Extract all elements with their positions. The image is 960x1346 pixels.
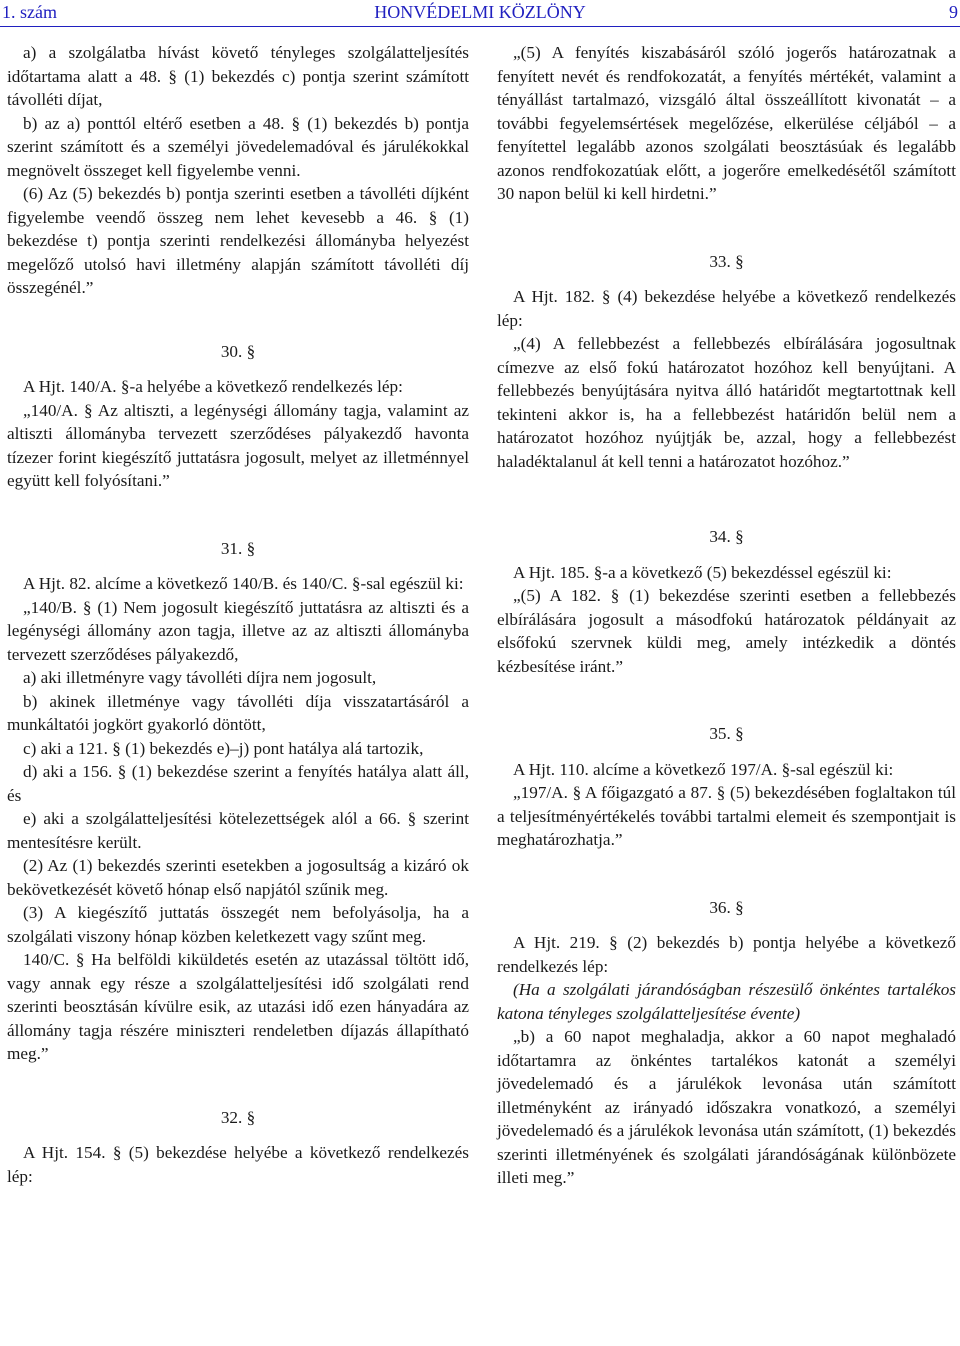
section-heading: 34. §	[709, 527, 744, 546]
paragraph: „140/B. § (1) Nem jogosult kiegészítő juttatásra az altiszti és a legénységi állomány azon tagja, illetve az az altiszti állományba tervezett szerződéses pályakezdő,	[7, 597, 469, 664]
paragraph: b) az a) ponttól eltérő esetben a 48. § (1) bekezdés b) pontja szerint számított és a személyi jövedelemadóval és járulékokkal megnövelt összeget kell figyelembe venni.	[7, 113, 469, 180]
journal-title: HONVÉDELMI KÖZLÖNY	[374, 2, 586, 22]
paragraph: e) aki a szolgálatteljesítési kötelezettségek alól a 66. § szerint mentesítésre került.	[7, 809, 469, 852]
paragraph: d) aki a 156. § (1) bekezdése szerint a fenyítés hatálya alatt áll, és	[7, 762, 469, 805]
italic-context-paragraph: (Ha a szolgálati járandóságban részesülő önkéntes tartalékos katona tényleges szolgálatteljesítése évente)	[497, 980, 956, 1023]
header-rule	[0, 26, 960, 27]
paragraph: b) akinek illetménye vagy távolléti díja visszatartásáról a munkáltatói jogkört gyakorló döntött,	[7, 691, 469, 734]
paragraph: A Hjt. 110. alcíme a következő 197/A. §-sal egészül ki:	[513, 759, 894, 779]
section-heading: 32. §	[220, 1107, 256, 1127]
left-column	[7, 41, 469, 1188]
paragraph: a) aki illetményre vagy távolléti díjra nem jogosult,	[23, 668, 377, 687]
section-heading: 30. §	[220, 341, 256, 361]
right-column	[497, 41, 956, 1190]
paragraph: A Hjt. 182. § (4) bekezdése helyébe a következő rendelkezés lép:	[497, 287, 956, 330]
section-heading: 36. §	[709, 897, 744, 917]
page-header	[0, 0, 960, 26]
paragraph: (3) A kiegészítő juttatás összegét nem befolyásolja, ha a szolgálati viszony hónap közben keletkezett vagy szűnt meg.	[7, 903, 469, 946]
section-heading: 35. §	[709, 724, 744, 743]
paragraph: „b) a 60 napot meghaladja, akkor a 60 napot meghaladó időtartamra az önkéntes tartalékos katonát a személyi jövedelemadó és a járulékok levonása után számított illetményként az irányadó időszakra vonatkozó, a személyi jövedelemadó és a járulékok levonása után számított, (1) bekezdés szerinti illetményének és szolgálati járandóságának különbözete illeti meg.”	[497, 1027, 956, 1187]
paragraph: A Hjt. 185. §-a a következő (5) bekezdéssel egészül ki:	[513, 562, 892, 582]
paragraph: (6) Az (5) bekezdés b) pontja szerinti esetben a távolléti díjként figyelembe veendő összeg nem lehet kevesebb a 46. § (1) bekezdése t) pontja szerinti rendelkezési állományba helyezést megelőző utolsó havi illetmény alapján számított távolléti díj összegénél.”	[7, 184, 469, 297]
paragraph: „(5) A fenyítés kiszabásáról szóló jogerős határozatnak a fenyített nevét és rendfokozatát, a fenyítés mértékét, valamint a tényállást tartalmazó, vizsgáló által összeállított kivonatát – a további fegyelemsértések megelőzése, elkerülése céljából – a fenyítettel legalább azonos szolgálati beosztásúak és legalább azonos rendfokozatúak előtt, a jogerőre emelkedésétől számított 30 napon belül ki kell hirdetni.”	[497, 43, 956, 203]
paragraph: „140/A. § Az altiszti, a legénységi állomány tagja, valamint az altiszti állományba tervezett szerződéses pályakezdő havonta tízezer forint kiegészítő juttatásra jogosult, melyet az illetménnyel együtt kell folyósítani.”	[7, 400, 469, 490]
paragraph: „197/A. § A főigazgató a 87. § (5) bekezdésében foglaltakon túl a teljesítményértékelés további tartalmi elemeit és szempontjait is meghatározhatja.”	[497, 783, 956, 849]
paragraph: a) a szolgálatba hívást követő tényleges szolgálatteljesítés időtartama alatt a 48. § (1) bekezdés c) pontja szerint számított távolléti díjat,	[7, 43, 469, 109]
paragraph: „(4) A fellebbezést a fellebbezés elbírálására jogosultnak címezve az első fokú határozatot hozóhoz kell benyújtani. A fellebbezés benyújtására nyitva álló határidőt megtartottnak kell tekinteni akkor is, ha a fellebbezést határidőn belül nem a határozatot hozóhoz nyújtják be, azzal, hogy a fellebbezést haladéktalanul át kell tenni a határozatot hozóhoz.”	[497, 334, 956, 471]
page-number: 9	[949, 2, 958, 22]
paragraph: A Hjt. 140/A. §-a helyébe a következő rendelkezés lép:	[23, 377, 403, 396]
section-heading: 33. §	[709, 251, 744, 271]
paragraph: (2) Az (1) bekezdés szerinti esetekben a jogosultság a kizáró ok bekövetkezését követő hónap első napjától szűnik meg.	[7, 856, 469, 899]
paragraph: A Hjt. 219. § (2) bekezdés b) pontja helyébe a következő rendelkezés lép:	[497, 933, 956, 976]
paragraph: 140/C. § Ha belföldi kiküldetés esetén az utazással töltött idő, vagy annak egy része a szolgálatteljesítési idő szolgálati rend szerinti beosztásán kívülre esik, az utazási idő ezen hányadára az állomány tagja részére miniszteri rendeletben díjazás állapítható meg.”	[7, 950, 469, 1063]
paragraph: A Hjt. 154. § (5) bekezdése helyébe a következő rendelkezés lép:	[7, 1143, 469, 1186]
issue-number: 1. szám	[2, 2, 57, 22]
paragraph: A Hjt. 82. alcíme a következő 140/B. és 140/C. §-sal egészül ki:	[23, 574, 464, 593]
paragraph: „(5) A 182. § (1) bekezdése szerinti esetben a fellebbezés elbírálására jogosult a másodfokú határozatok példányait az elsőfokú szervnek küldi meg, amely intézkedik a döntés kézbesítése iránt.”	[497, 586, 956, 676]
paragraph: c) aki a 121. § (1) bekezdés e)–j) pont hatálya alá tartozik,	[23, 738, 424, 758]
section-heading: 31. §	[220, 538, 256, 558]
